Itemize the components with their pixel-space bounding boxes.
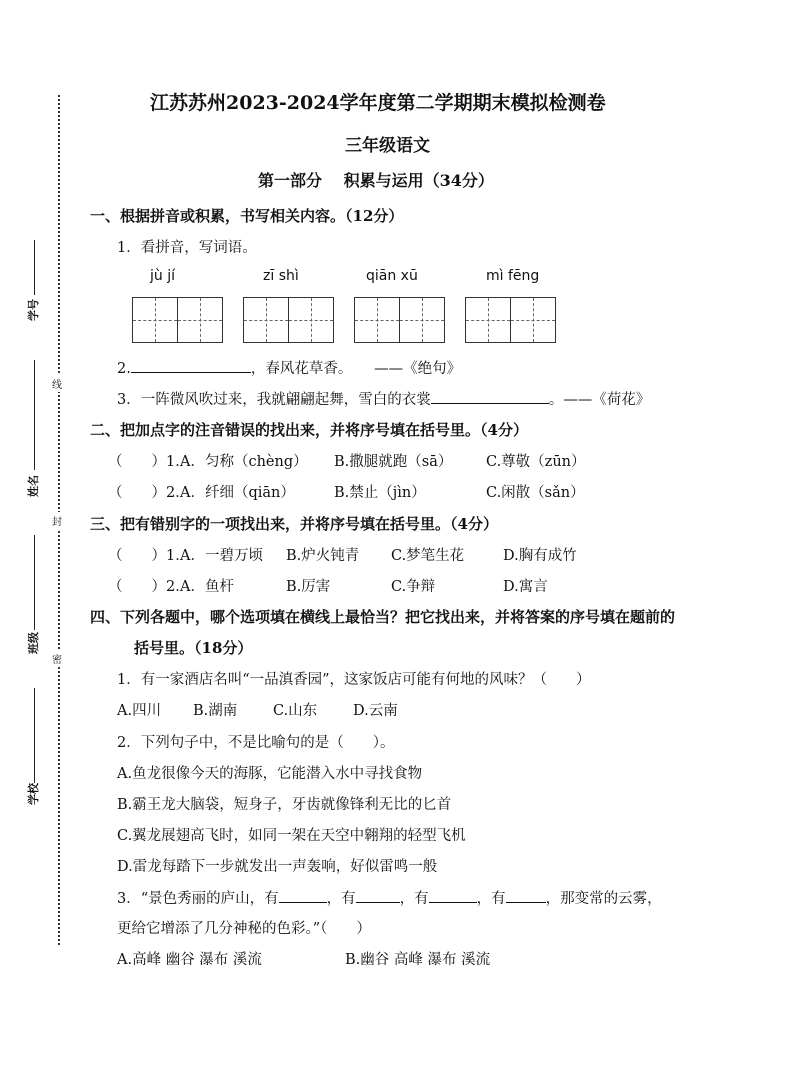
q2-option-b: B.霸王龙大脑袋，短身子，牙齿就像锋利无比的匕首 xyxy=(117,797,452,813)
q3-option-a: A.高峰 幽谷 瀑布 溪流 xyxy=(117,952,262,968)
section4-q3 xyxy=(117,887,662,908)
q3-blank-4[interactable] xyxy=(506,888,546,903)
section3-row-1 xyxy=(108,544,190,565)
section4-heading-cont: 括号里。（18分） xyxy=(134,639,253,657)
q2-option-c: C.翼龙展翅高飞时，如同一架在天空中翱翔的轻型飞机 xyxy=(117,828,466,844)
section3-row1-option-d: D.胸有成竹 xyxy=(503,548,577,564)
q3-blank-2[interactable] xyxy=(356,888,400,903)
section4-q1: 1．有一家酒店名叫“一品滇香园”，这家饭店可能有何地的风味？（ ） xyxy=(117,672,591,688)
answer-bracket[interactable]: （ ）2． xyxy=(108,485,190,501)
section2-row1-option-c: C.尊敬（zūn） xyxy=(486,454,586,470)
section4-q3-line2: 更给它增添了几分神秘的色彩。”（ ） xyxy=(117,921,371,937)
exam-title: 江苏苏州2023-2024学年度第二学期期末模拟检测卷 xyxy=(150,92,606,114)
section3-row2-option-d: D.寓言 xyxy=(503,579,548,595)
q2-option-d: D.雷龙每踏下一步就发出一声轰响，好似雷鸣一般 xyxy=(117,859,438,875)
q1-option-c: C.山东 xyxy=(273,703,318,719)
name-field[interactable] xyxy=(34,360,35,470)
section4-heading: 四、下列各题中，哪个选项填在横线上最恰当？把它找出来，并将答案的序号填在题前的 xyxy=(90,608,676,626)
q3-text: 3．一阵微风吹过来，我就翩翩起舞，雪白的衣裳 xyxy=(117,392,431,408)
q3-blank-1[interactable] xyxy=(279,888,327,903)
writing-grid-2[interactable] xyxy=(243,297,334,343)
q1-option-d: D.云南 xyxy=(353,703,398,719)
answer-bracket[interactable]: （ ）1． xyxy=(108,548,190,564)
seal-char-secret: 密 xyxy=(52,650,62,667)
q3-option-b: B.幽谷 高峰 瀑布 溪流 xyxy=(345,952,491,968)
q2-number: 2. xyxy=(117,361,131,377)
class-label: 班级 xyxy=(27,632,40,654)
school-label: 学校 xyxy=(27,783,40,805)
section3-heading: 三、把有错别字的一项找出来，并将序号填在括号里。（4分） xyxy=(90,515,498,533)
q2-blank[interactable] xyxy=(131,358,251,373)
q3-text-b: ，有 xyxy=(326,891,356,907)
section1-q3 xyxy=(117,388,650,409)
pinyin-4: mì fēng xyxy=(486,268,540,284)
q2-text: ，春风花草香。 ——《绝句》 xyxy=(250,361,462,377)
section1-q2 xyxy=(117,357,461,378)
answer-bracket[interactable]: （ ）2． xyxy=(108,579,190,595)
writing-grid-4[interactable] xyxy=(465,297,556,343)
section2-row2-option-b: B.禁止（jìn） xyxy=(334,485,426,501)
section2-row2-option-a: A．纤细（qiān） xyxy=(180,485,295,501)
q3-source: 。——《荷花》 xyxy=(548,392,651,408)
q3-blank-3[interactable] xyxy=(429,888,477,903)
student-number-label: 学号 xyxy=(27,299,40,321)
q1-option-b: B.湖南 xyxy=(193,703,238,719)
seal-char-seal: 封 xyxy=(52,512,62,529)
section3-row2-option-c: C.争辩 xyxy=(391,579,436,595)
pinyin-3: qiān xū xyxy=(366,268,418,284)
section2-heading: 二、把加点字的注音错误的找出来，并将序号填在括号里。（4分） xyxy=(90,421,528,439)
section3-row1-option-b: B.炉火钝青 xyxy=(286,548,360,564)
writing-grid-1[interactable] xyxy=(132,297,223,343)
writing-grid-3[interactable] xyxy=(354,297,445,343)
section3-row2-option-a: A．鱼杆 xyxy=(180,579,234,595)
class-field[interactable] xyxy=(34,535,35,630)
student-number-field[interactable] xyxy=(34,240,35,295)
section3-row1-option-c: C.梦笔生花 xyxy=(391,548,465,564)
section3-row1-option-a: A．一碧万顷 xyxy=(180,548,263,564)
section2-row2-option-c: C.闲散（sǎn） xyxy=(486,485,585,501)
exam-subject: 三年级语文 xyxy=(345,136,430,156)
seal-char-line: 线 xyxy=(52,375,62,392)
answer-bracket[interactable]: （ ）1． xyxy=(108,454,190,470)
part-heading: 第一部分 积累与运用（34分） xyxy=(258,171,494,190)
q3-text-c: ，有 xyxy=(399,891,429,907)
section3-row-2 xyxy=(108,575,190,596)
pinyin-2: zī shì xyxy=(263,268,299,284)
section1-heading: 一、根据拼音或积累，书写相关内容。（12分） xyxy=(90,207,404,225)
school-field[interactable] xyxy=(34,688,35,783)
name-label: 姓名 xyxy=(27,475,40,497)
q3-blank[interactable] xyxy=(431,389,549,404)
q3-text-d: ，有 xyxy=(476,891,506,907)
section2-row-2 xyxy=(108,481,190,502)
q1-option-a: A.四川 xyxy=(117,703,162,719)
section3-row2-option-b: B.厉害 xyxy=(286,579,331,595)
section2-row1-option-b: B.撒腿就跑（sā） xyxy=(334,454,453,470)
q2-option-a: A.鱼龙很像今天的海豚，它能潜入水中寻找食物 xyxy=(117,766,423,782)
section2-row-1 xyxy=(108,450,190,471)
pinyin-1: jù jí xyxy=(150,268,175,284)
section1-q1: 1．看拼音，写词语。 xyxy=(117,240,257,256)
section2-row1-option-a: A．匀称（chèng） xyxy=(180,454,308,470)
q3-text-e: ，那变常的云雾， xyxy=(545,891,662,907)
section4-q2: 2．下列句子中，不是比喻句的是（ ）。 xyxy=(117,735,395,751)
q3-text-a: 3．“景色秀丽的庐山，有 xyxy=(117,891,279,907)
